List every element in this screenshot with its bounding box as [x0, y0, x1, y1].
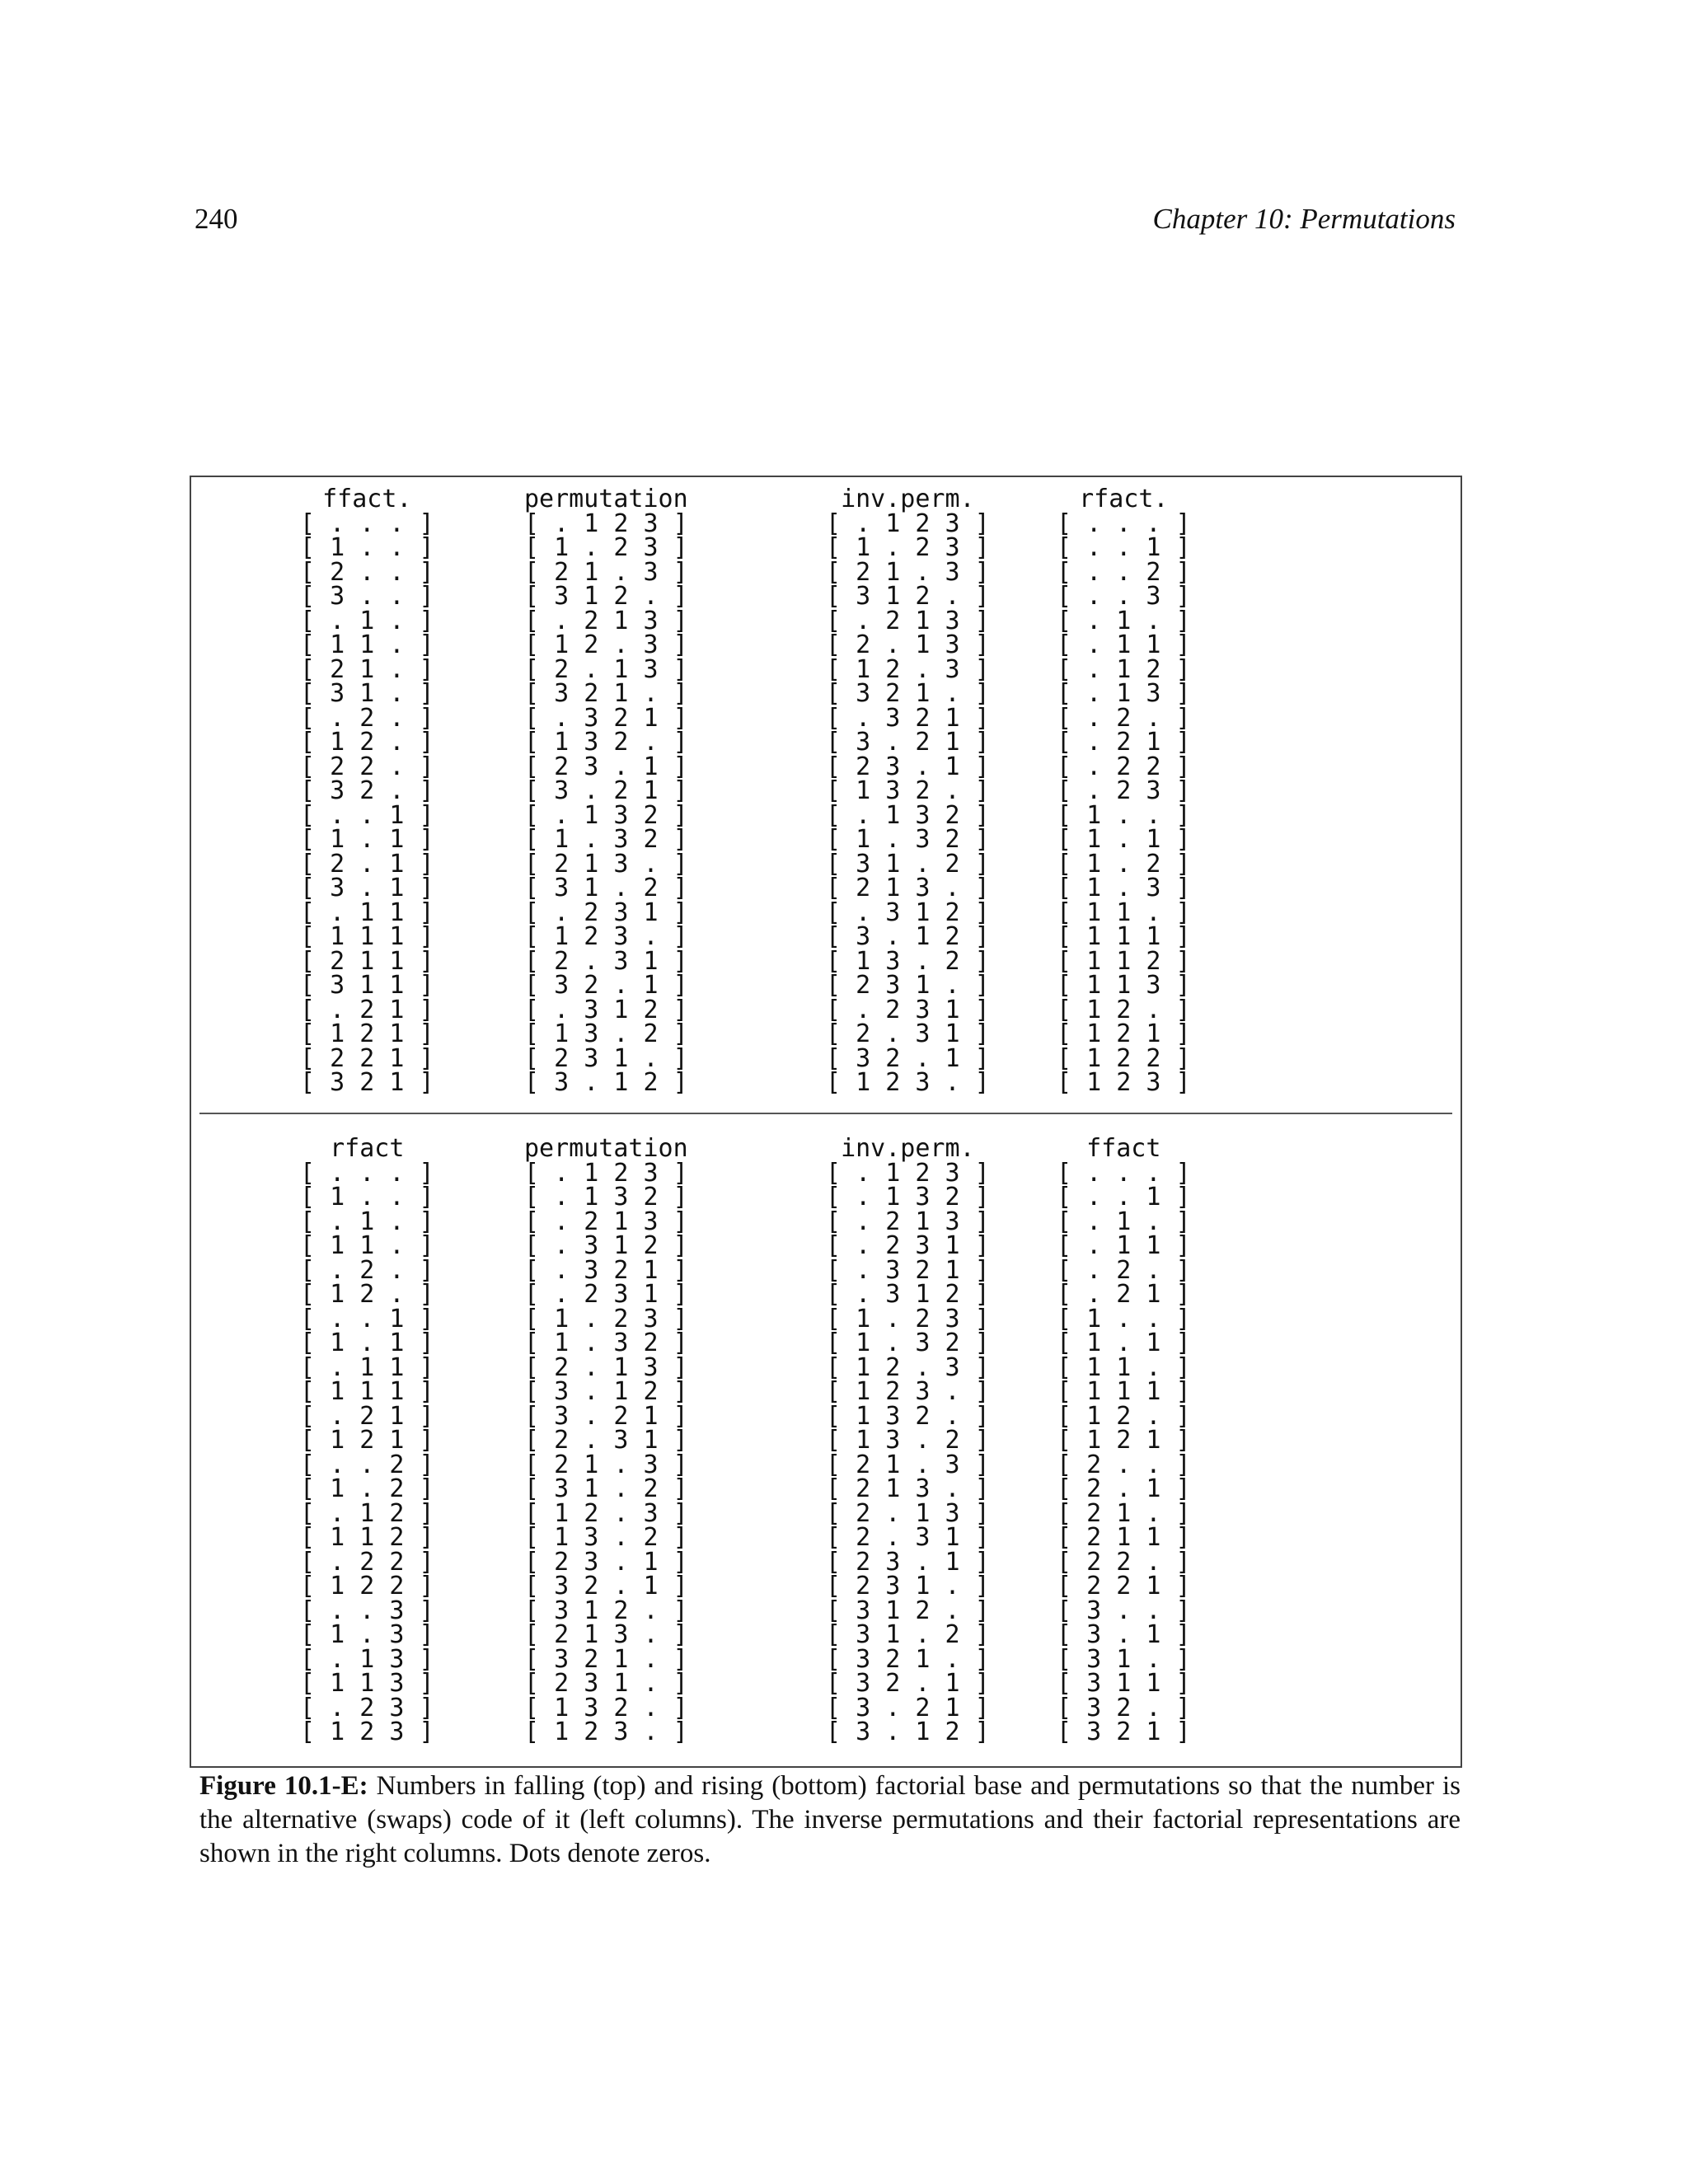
- table-row: [ 1 . 2 3 ]: [524, 533, 688, 562]
- table-row: [ . 2 . ]: [1057, 703, 1191, 733]
- table-row: [ 1 1 . ]: [300, 630, 434, 659]
- column-permutation-top: [524, 487, 688, 1095]
- column-header: rfact.: [1079, 485, 1169, 513]
- table-row: [ 1 2 . 3 ]: [524, 1498, 688, 1528]
- table-row: [ . 1 3 2 ]: [524, 800, 688, 830]
- table-row: [ . 2 . ]: [1057, 1255, 1191, 1285]
- table-row: [ . 1 1 ]: [1057, 630, 1191, 659]
- table-row: [ 3 1 2 . ]: [826, 1596, 990, 1625]
- table-row: [ 3 . 1 2 ]: [524, 1068, 688, 1097]
- table-row: [ . 1 . ]: [1057, 606, 1191, 635]
- table-row: [ 3 2 . 1 ]: [826, 1669, 990, 1698]
- table-row: [ 2 3 . 1 ]: [524, 1547, 688, 1577]
- table-row: [ 1 2 . ]: [1057, 1401, 1191, 1431]
- table-row: [ . 2 3 1 ]: [826, 995, 990, 1024]
- table-row: [ . 2 3 ]: [1057, 776, 1191, 805]
- table-row: [ 3 2 1 ]: [1057, 1718, 1191, 1746]
- table-row: [ 3 1 . ]: [1057, 1644, 1191, 1674]
- table-row: [ . 1 2 ]: [300, 1498, 434, 1528]
- table-row: [ 3 2 . ]: [1057, 1693, 1191, 1722]
- table-row: [ . 2 1 ]: [1057, 728, 1191, 757]
- table-row: [ 1 2 . 3 ]: [826, 1352, 990, 1382]
- column-header: permutation: [524, 1134, 688, 1163]
- table-row: [ 1 . 1 ]: [300, 1329, 434, 1357]
- table-row: [ 1 1 3 ]: [300, 1669, 434, 1698]
- column-header: ffact: [1086, 1134, 1161, 1163]
- table-row: [ 3 1 . ]: [300, 679, 434, 708]
- table-row: [ 2 1 3 . ]: [826, 874, 990, 902]
- table-row: [ 3 1 . 2 ]: [826, 1620, 990, 1649]
- table-row: [ 3 . . ]: [1057, 1596, 1191, 1625]
- table-row: [ 1 2 1 ]: [300, 1019, 434, 1048]
- table-row: [ . 2 1 ]: [300, 1401, 434, 1431]
- table-row: [ . 3 1 2 ]: [524, 1231, 688, 1260]
- table-row: [ 1 . 2 3 ]: [826, 533, 990, 562]
- table-row: [ 2 . 1 3 ]: [524, 1352, 688, 1382]
- column-header: inv.perm.: [841, 1134, 975, 1163]
- table-row: [ . 3 1 2 ]: [826, 1280, 990, 1309]
- table-row: [ . . 3 ]: [300, 1596, 434, 1625]
- table-row: [ 1 3 2 . ]: [524, 728, 688, 757]
- table-row: [ 3 . 2 1 ]: [524, 776, 688, 805]
- table-row: [ 1 . . ]: [300, 533, 434, 562]
- table-row: [ 1 . 2 ]: [1057, 849, 1191, 879]
- table-row: [ 1 2 3 ]: [1057, 1068, 1191, 1097]
- figure-caption: [199, 1769, 1461, 1871]
- table-row: [ 1 . 2 ]: [300, 1474, 434, 1503]
- table-row: [ 2 1 . 3 ]: [524, 557, 688, 587]
- table-row: [ 2 1 1 ]: [1057, 1523, 1191, 1552]
- table-row: [ 1 3 . 2 ]: [826, 946, 990, 976]
- figure-top-panel: [191, 477, 1461, 1113]
- table-row: [ 3 . 1 2 ]: [524, 1377, 688, 1406]
- table-row: [ 1 . 3 ]: [1057, 874, 1191, 902]
- table-row: [ 3 2 . 1 ]: [524, 1572, 688, 1601]
- column-header: ffact.: [322, 485, 412, 513]
- table-row: [ 2 3 1 . ]: [826, 1572, 990, 1601]
- table-row: [ 1 . . ]: [1057, 800, 1191, 830]
- table-row: [ . 1 1 ]: [300, 898, 434, 927]
- table-row: [ . . 1 ]: [300, 800, 434, 830]
- table-row: [ . . . ]: [1057, 509, 1191, 538]
- table-row: [ 3 . 2 1 ]: [524, 1401, 688, 1431]
- table-row: [ . 3 2 1 ]: [524, 703, 688, 733]
- table-row: [ . 1 3 2 ]: [524, 1183, 688, 1212]
- table-row: [ 3 . . ]: [300, 582, 434, 611]
- table-row: [ . 1 2 3 ]: [826, 509, 990, 538]
- table-row: [ 3 1 . 2 ]: [524, 1474, 688, 1503]
- table-row: [ 2 1 . 3 ]: [826, 1450, 990, 1479]
- table-row: [ 1 1 1 ]: [300, 922, 434, 951]
- table-row: [ 2 1 3 . ]: [826, 1474, 990, 1503]
- column-header: permutation: [524, 485, 688, 513]
- figure-divider: [199, 1113, 1452, 1114]
- figure-bottom-panel: [191, 1127, 1461, 1768]
- table-row: [ . 2 1 3 ]: [826, 1207, 990, 1236]
- table-row: [ . 2 . ]: [300, 703, 434, 733]
- table-row: [ 1 . . ]: [1057, 1304, 1191, 1333]
- table-row: [ 3 2 . ]: [300, 776, 434, 805]
- table-row: [ 2 . 1 3 ]: [826, 1498, 990, 1528]
- table-row: [ 1 1 2 ]: [300, 1523, 434, 1552]
- table-row: [ 2 3 1 . ]: [524, 1043, 688, 1073]
- table-row: [ . 1 3 ]: [1057, 679, 1191, 708]
- table-row: [ 3 1 2 . ]: [524, 1596, 688, 1625]
- table-row: [ . 1 3 2 ]: [826, 1183, 990, 1212]
- table-row: [ 1 . 3 2 ]: [826, 1329, 990, 1357]
- table-row: [ . 2 1 3 ]: [524, 606, 688, 635]
- table-row: [ . . 2 ]: [300, 1450, 434, 1479]
- table-row: [ 1 . 3 2 ]: [524, 1329, 688, 1357]
- table-row: [ 1 . 1 ]: [1057, 825, 1191, 854]
- table-row: [ . . 1 ]: [1057, 533, 1191, 562]
- table-row: [ 1 2 1 ]: [1057, 1019, 1191, 1048]
- table-row: [ . 1 . ]: [300, 606, 434, 635]
- figure-box: [190, 476, 1462, 1768]
- table-row: [ 2 . 3 1 ]: [826, 1523, 990, 1552]
- table-row: [ . 2 1 3 ]: [524, 1207, 688, 1236]
- table-row: [ 2 2 1 ]: [1057, 1572, 1191, 1601]
- table-row: [ 3 . 1 2 ]: [826, 922, 990, 951]
- table-row: [ 2 1 3 . ]: [524, 849, 688, 879]
- table-row: [ 3 2 1 . ]: [524, 1644, 688, 1674]
- table-row: [ 3 . 2 1 ]: [826, 1693, 990, 1722]
- table-row: [ 1 . . ]: [300, 1183, 434, 1212]
- caption-text: Numbers in falling (top) and rising (bottom) factorial base and permutations so that the number is the alternative (swaps) code of it (left columns). The inverse permutations and their factorial representations are shown in the right columns. Dots denote zeros.: [199, 1771, 1461, 1868]
- table-row: [ . 1 2 ]: [1057, 654, 1191, 684]
- table-row: [ 1 . 2 3 ]: [826, 1304, 990, 1333]
- table-row: [ 2 . 3 1 ]: [524, 946, 688, 976]
- table-row: [ 3 1 1 ]: [1057, 1669, 1191, 1698]
- table-row: [ 1 2 3 . ]: [524, 1718, 688, 1746]
- table-row: [ 1 1 . ]: [1057, 1352, 1191, 1382]
- table-row: [ . . 1 ]: [1057, 1183, 1191, 1212]
- table-row: [ 2 1 . ]: [300, 654, 434, 684]
- table-row: [ 2 1 1 ]: [300, 946, 434, 976]
- table-row: [ 2 . . ]: [300, 557, 434, 587]
- table-row: [ . 2 3 ]: [300, 1693, 434, 1722]
- column-rfact-top: [1057, 487, 1191, 1095]
- table-row: [ . 3 2 1 ]: [826, 1255, 990, 1285]
- table-row: [ . 2 3 1 ]: [826, 1231, 990, 1260]
- table-row: [ 2 3 . 1 ]: [524, 752, 688, 781]
- table-row: [ 2 3 . 1 ]: [826, 1547, 990, 1577]
- table-row: [ 1 1 . ]: [300, 1231, 434, 1260]
- table-row: [ 1 . 1 ]: [300, 825, 434, 854]
- table-row: [ 2 2 . ]: [300, 752, 434, 781]
- table-row: [ 1 2 2 ]: [300, 1572, 434, 1601]
- table-row: [ . 2 1 ]: [1057, 1280, 1191, 1309]
- running-head: Chapter 10: Permutations: [1152, 203, 1456, 235]
- table-row: [ 2 . 3 1 ]: [524, 1426, 688, 1455]
- table-row: [ 3 2 1 . ]: [826, 679, 990, 708]
- table-row: [ . 1 3 2 ]: [826, 800, 990, 830]
- table-row: [ 3 1 . 2 ]: [524, 874, 688, 902]
- column-header: rfact: [330, 1134, 405, 1163]
- table-row: [ 3 1 2 . ]: [524, 582, 688, 611]
- table-row: [ 1 1 3 ]: [1057, 971, 1191, 1000]
- table-row: [ . . . ]: [300, 509, 434, 538]
- caption-label: Figure 10.1-E:: [199, 1771, 368, 1801]
- table-row: [ 2 2 1 ]: [300, 1043, 434, 1073]
- table-row: [ 3 . 1 ]: [1057, 1620, 1191, 1649]
- table-row: [ . 1 1 ]: [1057, 1231, 1191, 1260]
- table-row: [ 1 2 . ]: [1057, 995, 1191, 1024]
- column-permutation-bottom: [524, 1134, 688, 1746]
- table-row: [ 2 1 . ]: [1057, 1498, 1191, 1528]
- table-row: [ 3 . 1 ]: [300, 874, 434, 902]
- table-row: [ . . 3 ]: [1057, 582, 1191, 611]
- table-row: [ 2 1 . 3 ]: [524, 1450, 688, 1479]
- table-row: [ 3 2 . 1 ]: [524, 971, 688, 1000]
- table-row: [ . 1 . ]: [1057, 1207, 1191, 1236]
- table-row: [ 1 1 1 ]: [300, 1377, 434, 1406]
- column-inv-perm-bottom: [826, 1134, 990, 1746]
- table-row: [ . 2 1 3 ]: [826, 606, 990, 635]
- table-row: [ . 1 2 3 ]: [826, 1158, 990, 1188]
- table-row: [ 1 . 1 ]: [1057, 1329, 1191, 1357]
- table-row: [ . 2 1 ]: [300, 995, 434, 1024]
- table-row: [ . 3 1 2 ]: [524, 995, 688, 1024]
- table-row: [ 3 . 1 2 ]: [826, 1718, 990, 1746]
- table-row: [ 1 3 . 2 ]: [524, 1019, 688, 1048]
- table-row: [ . 1 2 3 ]: [524, 1158, 688, 1188]
- table-row: [ 1 1 1 ]: [1057, 922, 1191, 951]
- table-row: [ 2 3 . 1 ]: [826, 752, 990, 781]
- table-row: [ 2 3 1 . ]: [826, 971, 990, 1000]
- table-row: [ 3 1 2 . ]: [826, 582, 990, 611]
- table-row: [ 2 . . ]: [1057, 1450, 1191, 1479]
- table-row: [ . 3 2 1 ]: [826, 703, 990, 733]
- table-row: [ . 1 1 ]: [300, 1352, 434, 1382]
- table-row: [ 3 2 1 . ]: [826, 1644, 990, 1674]
- table-row: [ . 2 3 1 ]: [524, 1280, 688, 1309]
- table-row: [ 2 1 3 . ]: [524, 1620, 688, 1649]
- table-row: [ 1 2 . 3 ]: [524, 630, 688, 659]
- table-row: [ . 3 1 2 ]: [826, 898, 990, 927]
- page-number: 240: [195, 203, 238, 235]
- table-row: [ . 1 3 ]: [300, 1644, 434, 1674]
- table-row: [ 2 . 1 ]: [300, 849, 434, 879]
- table-row: [ 1 2 . ]: [300, 1280, 434, 1309]
- table-row: [ 3 . 2 1 ]: [826, 728, 990, 757]
- table-row: [ . . . ]: [300, 1158, 434, 1188]
- table-row: [ 1 3 2 . ]: [826, 776, 990, 805]
- table-row: [ 3 2 . 1 ]: [826, 1043, 990, 1073]
- column-inv-perm-top: [826, 487, 990, 1095]
- table-row: [ 3 2 1 . ]: [524, 679, 688, 708]
- table-row: [ 1 2 . 3 ]: [826, 654, 990, 684]
- table-row: [ . 2 2 ]: [1057, 752, 1191, 781]
- table-row: [ 1 3 2 . ]: [524, 1693, 688, 1722]
- table-row: [ 3 1 . 2 ]: [826, 849, 990, 879]
- column-header: inv.perm.: [841, 485, 975, 513]
- table-row: [ . 3 2 1 ]: [524, 1255, 688, 1285]
- table-row: [ 2 2 . ]: [1057, 1547, 1191, 1577]
- table-row: [ 1 3 . 2 ]: [524, 1523, 688, 1552]
- table-row: [ 1 2 1 ]: [1057, 1426, 1191, 1455]
- table-row: [ 2 . 1 ]: [1057, 1474, 1191, 1503]
- table-row: [ 1 . 3 ]: [300, 1620, 434, 1649]
- table-row: [ . . 2 ]: [1057, 557, 1191, 587]
- table-row: [ 1 . 2 3 ]: [524, 1304, 688, 1333]
- table-row: [ . 2 . ]: [300, 1255, 434, 1285]
- table-row: [ 1 1 2 ]: [1057, 946, 1191, 976]
- table-row: [ 1 2 3 . ]: [826, 1068, 990, 1097]
- table-row: [ 1 1 1 ]: [1057, 1377, 1191, 1406]
- table-row: [ 1 2 3 ]: [300, 1718, 434, 1746]
- table-row: [ 1 2 2 ]: [1057, 1043, 1191, 1073]
- table-row: [ 1 2 1 ]: [300, 1426, 434, 1455]
- table-row: [ 1 . 3 2 ]: [524, 825, 688, 854]
- table-row: [ . 2 3 1 ]: [524, 898, 688, 927]
- table-row: [ 2 . 3 1 ]: [826, 1019, 990, 1048]
- table-row: [ 3 2 1 ]: [300, 1068, 434, 1097]
- table-row: [ . 1 2 3 ]: [524, 509, 688, 538]
- table-row: [ 1 3 2 . ]: [826, 1401, 990, 1431]
- table-row: [ 1 2 . ]: [300, 728, 434, 757]
- table-row: [ 1 1 . ]: [1057, 898, 1191, 927]
- table-row: [ . 1 . ]: [300, 1207, 434, 1236]
- column-ffact-top: [300, 487, 434, 1095]
- table-row: [ . 2 2 ]: [300, 1547, 434, 1577]
- table-row: [ 2 . 1 3 ]: [524, 654, 688, 684]
- table-row: [ 1 2 3 . ]: [524, 922, 688, 951]
- table-row: [ 2 1 . 3 ]: [826, 557, 990, 587]
- table-row: [ 2 3 1 . ]: [524, 1669, 688, 1698]
- table-row: [ 3 1 1 ]: [300, 971, 434, 1000]
- table-row: [ . . 1 ]: [300, 1304, 434, 1333]
- table-row: [ 2 . 1 3 ]: [826, 630, 990, 659]
- table-row: [ 1 3 . 2 ]: [826, 1426, 990, 1455]
- table-row: [ 1 2 3 . ]: [826, 1377, 990, 1406]
- table-row: [ 1 . 3 2 ]: [826, 825, 990, 854]
- column-rfact-bottom: [300, 1134, 434, 1746]
- table-row: [ . . . ]: [1057, 1158, 1191, 1188]
- column-ffact-bottom: [1057, 1134, 1191, 1746]
